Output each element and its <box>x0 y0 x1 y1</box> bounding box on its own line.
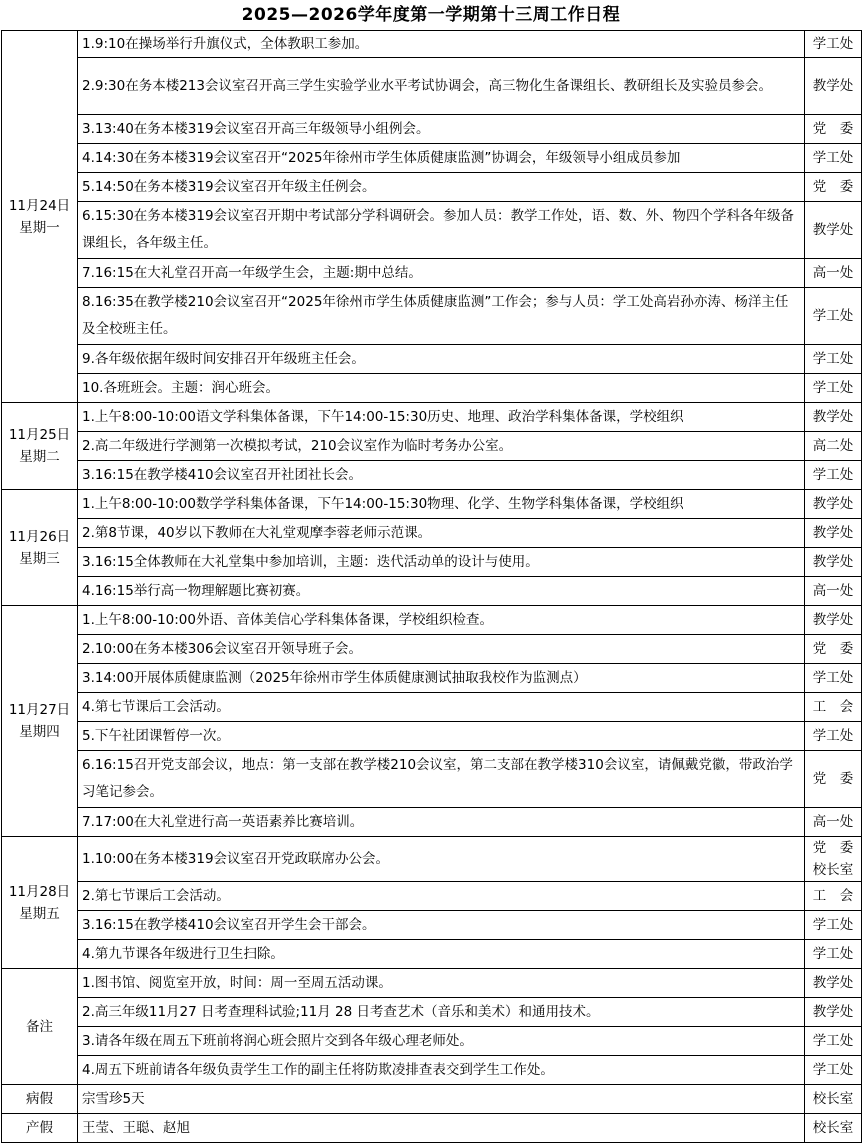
responsible-dept: 党 委 <box>805 115 862 144</box>
schedule-body <box>2 31 862 1143</box>
day-date: 备注 <box>26 1018 53 1035</box>
day-cell <box>2 969 78 1085</box>
schedule-row <box>2 998 862 1027</box>
schedule-item: 王莹、王聪、赵旭 <box>78 1114 805 1143</box>
schedule-row <box>2 31 862 58</box>
schedule-item: 8.16:35在教学楼210会议室召开“2025年徐州市学生体质健康监测”工作会；参与人员：学工处高岩孙亦涛、杨洋主任及全校班主任。 <box>78 288 805 345</box>
schedule-item: 1.9:10在操场举行升旗仪式，全体教职工参加。 <box>78 31 805 58</box>
responsible-dept: 教学处 <box>805 548 862 577</box>
day-date: 11月27日 <box>8 702 71 718</box>
schedule-item: 4.第九节课各年级进行卫生扫除。 <box>78 940 805 969</box>
responsible-dept: 党 委 校长室 <box>805 837 862 882</box>
schedule-row <box>2 635 862 664</box>
schedule-row <box>2 374 862 403</box>
schedule-row <box>2 837 862 882</box>
day-weekday: 星期四 <box>19 724 60 740</box>
responsible-dept: 学工处 <box>805 374 862 403</box>
schedule-row <box>2 1114 862 1143</box>
schedule-item: 宗雪珍5天 <box>78 1085 805 1114</box>
responsible-dept: 高一处 <box>805 577 862 606</box>
schedule-row <box>2 345 862 374</box>
day-cell <box>2 837 78 969</box>
schedule-row <box>2 173 862 202</box>
responsible-dept: 教学处 <box>805 58 862 115</box>
schedule-item: 5.下午社团课暂停一次。 <box>78 722 805 751</box>
responsible-dept: 学工处 <box>805 31 862 58</box>
schedule-row <box>2 577 862 606</box>
responsible-dept: 党 委 <box>805 751 862 808</box>
day-cell <box>2 403 78 490</box>
responsible-dept: 学工处 <box>805 144 862 173</box>
schedule-row <box>2 58 862 115</box>
day-weekday: 星期五 <box>19 905 60 922</box>
schedule-row <box>2 1085 862 1114</box>
schedule-item: 3.请各年级在周五下班前将润心班会照片交到各年级心理老师处。 <box>78 1027 805 1056</box>
schedule-table <box>1 30 862 1143</box>
responsible-dept: 学工处 <box>805 1056 862 1085</box>
day-weekday: 星期三 <box>19 550 60 567</box>
schedule-row <box>2 722 862 751</box>
schedule-row <box>2 519 862 548</box>
schedule-row <box>2 403 862 432</box>
schedule-item: 7.16:15在大礼堂召开高一年级学生会，主题:期中总结。 <box>78 259 805 288</box>
schedule-row <box>2 808 862 837</box>
schedule-row <box>2 259 862 288</box>
day-cell <box>2 490 78 606</box>
day-cell <box>2 1114 78 1143</box>
responsible-dept: 学工处 <box>805 940 862 969</box>
responsible-dept: 高二处 <box>805 432 862 461</box>
responsible-dept: 教学处 <box>805 202 862 259</box>
responsible-dept: 学工处 <box>805 288 862 345</box>
schedule-item: 3.14:00开展体质健康监测（2025年徐州市学生体质健康测试抽取我校作为监测点） <box>78 664 805 693</box>
schedule-item: 2.第8节课，40岁以下教师在大礼堂观摩李蓉老师示范课。 <box>78 519 805 548</box>
responsible-dept: 党 委 <box>805 635 862 664</box>
schedule-row <box>2 548 862 577</box>
day-weekday: 星期二 <box>19 449 60 465</box>
responsible-dept: 教学处 <box>805 969 862 998</box>
day-date: 11月26日 <box>8 528 71 545</box>
schedule-row <box>2 432 862 461</box>
responsible-dept: 工 会 <box>805 882 862 911</box>
schedule-item: 9.各年级依据年级时间安排召开年级班主任会。 <box>78 345 805 374</box>
schedule-item: 2.第七节课后工会活动。 <box>78 882 805 911</box>
responsible-dept: 高一处 <box>805 259 862 288</box>
schedule-item: 3.13:40在务本楼319会议室召开高三年级领导小组例会。 <box>78 115 805 144</box>
schedule-item: 2.高二年级进行学测第一次模拟考试，210会议室作为临时考务办公室。 <box>78 432 805 461</box>
schedule-row <box>2 461 862 490</box>
schedule-item: 4.第七节课后工会活动。 <box>78 693 805 722</box>
schedule-item: 3.16:15全体教师在大礼堂集中参加培训，主题：迭代活动单的设计与使用。 <box>78 548 805 577</box>
schedule-item: 3.16:15在教学楼410会议室召开学生会干部会。 <box>78 911 805 940</box>
responsible-dept: 学工处 <box>805 345 862 374</box>
schedule-row <box>2 969 862 998</box>
schedule-item: 3.16:15在教学楼410会议室召开社团社长会。 <box>78 461 805 490</box>
schedule-item: 5.14:50在务本楼319会议室召开年级主任例会。 <box>78 173 805 202</box>
responsible-dept: 高一处 <box>805 808 862 837</box>
day-date: 病假 <box>26 1091 53 1107</box>
day-cell <box>2 606 78 837</box>
schedule-row <box>2 606 862 635</box>
schedule-row <box>2 490 862 519</box>
responsible-dept: 教学处 <box>805 490 862 519</box>
schedule-item: 1.上午8:00-10:00数学学科集体备课，下午14:00-15:30物理、化学、生物学科集体备课，学校组织 <box>78 490 805 519</box>
schedule-item: 1.10:00在务本楼319会议室召开党政联席办公会。 <box>78 837 805 882</box>
schedule-item: 4.周五下班前请各年级负责学生工作的副主任将防欺凌排查表交到学生工作处。 <box>78 1056 805 1085</box>
schedule-row <box>2 1056 862 1085</box>
responsible-dept: 工 会 <box>805 693 862 722</box>
day-date: 11月24日 <box>8 197 71 214</box>
responsible-dept: 学工处 <box>805 722 862 751</box>
schedule-row <box>2 882 862 911</box>
day-cell <box>2 31 78 403</box>
schedule-row <box>2 693 862 722</box>
schedule-row <box>2 115 862 144</box>
schedule-item: 7.17:00在大礼堂进行高一英语素养比赛培训。 <box>78 808 805 837</box>
responsible-dept: 教学处 <box>805 403 862 432</box>
responsible-dept: 学工处 <box>805 1027 862 1056</box>
responsible-dept: 学工处 <box>805 911 862 940</box>
day-date: 11月25日 <box>8 427 71 443</box>
responsible-dept: 学工处 <box>805 664 862 693</box>
schedule-row <box>2 202 862 259</box>
schedule-item: 4.14:30在务本楼319会议室召开“2025年徐州市学生体质健康监测”协调会，年级领导小组成员参加 <box>78 144 805 173</box>
schedule-row <box>2 751 862 808</box>
schedule-row <box>2 1027 862 1056</box>
schedule-item: 2.10:00在务本楼306会议室召开领导班子会。 <box>78 635 805 664</box>
schedule-item: 1.上午8:00-10:00外语、音体美信心学科集体备课，学校组织检查。 <box>78 606 805 635</box>
page-title: 2025—2026学年度第一学期第十三周工作日程 <box>241 5 621 25</box>
responsible-dept: 校长室 <box>805 1085 862 1114</box>
schedule-item: 1.上午8:00-10:00语文学科集体备课，下午14:00-15:30历史、地理、政治学科集体备课，学校组织 <box>78 403 805 432</box>
responsible-dept: 教学处 <box>805 519 862 548</box>
schedule-item: 1.图书馆、阅览室开放，时间：周一至周五活动课。 <box>78 969 805 998</box>
day-date: 11月28日 <box>8 883 71 900</box>
responsible-dept: 教学处 <box>805 606 862 635</box>
schedule-item: 4.16:15举行高一物理解题比赛初赛。 <box>78 577 805 606</box>
schedule-row <box>2 664 862 693</box>
schedule-item: 6.16:15召开党支部会议，地点：第一支部在教学楼210会议室，第二支部在教学楼310会议室，请佩戴党徽，带政治学习笔记参会。 <box>78 751 805 808</box>
schedule-row <box>2 144 862 173</box>
schedule-item: 10.各班班会。主题：润心班会。 <box>78 374 805 403</box>
responsible-dept: 校长室 <box>805 1114 862 1143</box>
schedule-item: 2.9:30在务本楼213会议室召开高三学生实验学业水平考试协调会，高三物化生备课组长、教研组长及实验员参会。 <box>78 58 805 115</box>
responsible-dept: 学工处 <box>805 461 862 490</box>
day-cell <box>2 1085 78 1114</box>
day-date: 产假 <box>26 1120 53 1136</box>
schedule-row <box>2 288 862 345</box>
day-weekday: 星期一 <box>19 219 60 236</box>
responsible-dept: 教学处 <box>805 998 862 1027</box>
schedule-row <box>2 940 862 969</box>
schedule-row <box>2 911 862 940</box>
responsible-dept: 党 委 <box>805 173 862 202</box>
schedule-item: 6.15:30在务本楼319会议室召开期中考试部分学科调研会。参加人员：教学工作处，语、数、外、物四个学科各年级备课组长，各年级主任。 <box>78 202 805 259</box>
schedule-item: 2.高三年级11月27 日考查理科试验;11月 28 日考查艺术（音乐和美术）和通用技术。 <box>78 998 805 1027</box>
